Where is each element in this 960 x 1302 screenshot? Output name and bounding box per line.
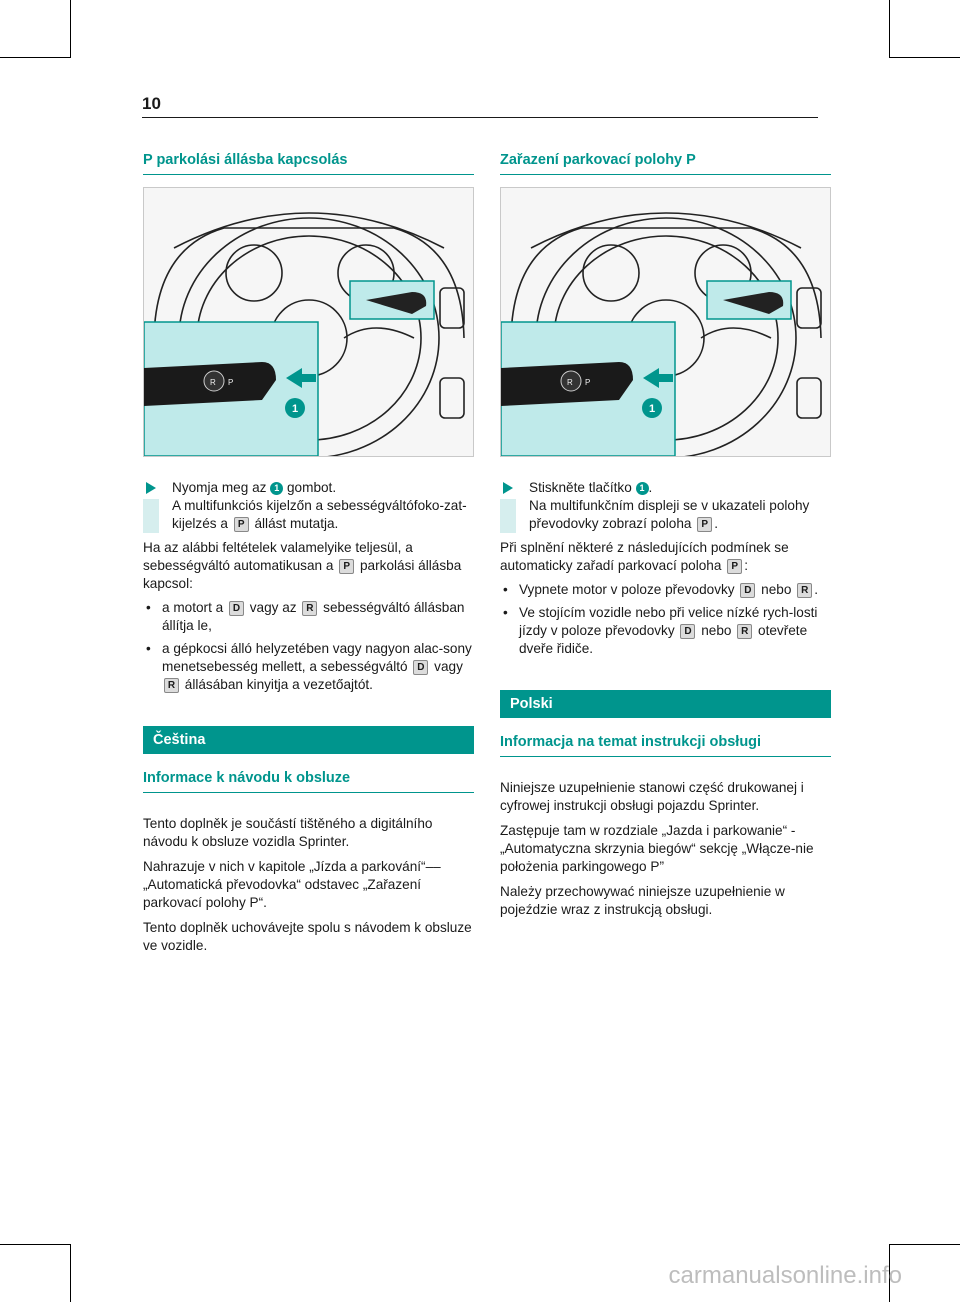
callout-number: 1 bbox=[291, 403, 299, 415]
crop-mark bbox=[70, 1244, 71, 1302]
callout-badge: 1 bbox=[636, 482, 649, 495]
paragraph: Tento doplněk je součástí tištěného a digitálního návodu k obsluze vozidla Sprinter. bbox=[143, 816, 433, 849]
gear-key-d: D bbox=[680, 624, 695, 639]
page-number: 10 bbox=[142, 94, 161, 113]
crop-mark bbox=[889, 0, 890, 58]
language-band: Polski bbox=[500, 690, 831, 718]
section-subheading: Informace k návodu k obsluze bbox=[143, 768, 474, 793]
list-item: • Ve stojícím vozidle nebo při velice nízké rych-losti jízdy v poloze převodovky D nebo R otevřete dveře řidiče. bbox=[500, 604, 831, 658]
gear-key-d: D bbox=[413, 660, 428, 675]
section-subheading: Informacja na temat instrukcji obsługi bbox=[500, 732, 831, 757]
crop-mark bbox=[0, 1244, 70, 1245]
gear-key-r: R bbox=[797, 583, 812, 598]
paragraph: Zastępuje tam w rozdziale „Jazda i parkowanie“ - „Automatyczna skrzynia biegów“ sekcję „Włącze-nie położenia parkingowego P” bbox=[500, 823, 814, 874]
watermark-link[interactable]: carmanualsonline.info bbox=[668, 1262, 902, 1289]
svg-text:P: P bbox=[228, 378, 234, 387]
paragraph: Při splnění některé z následujících podmínek se automaticky zařadí parkovací poloha P : bbox=[500, 540, 789, 573]
callout-badge: 1 bbox=[270, 482, 283, 495]
paragraph: Tento doplněk uchovávejte spolu s návodem k obsluze ve vozidle. bbox=[143, 920, 472, 953]
paragraph: Niniejsze uzupełnienie stanowi część drukowanej i cyfrowej instrukcji obsługi pojazdu Sprinter. bbox=[500, 780, 804, 813]
gear-key-r: R bbox=[737, 624, 752, 639]
gear-key-r: R bbox=[302, 601, 317, 616]
crop-mark bbox=[70, 0, 71, 58]
callout-number: 1 bbox=[648, 403, 656, 415]
gear-key-p: P bbox=[697, 517, 712, 532]
crop-mark bbox=[889, 57, 960, 58]
header-rule bbox=[142, 117, 818, 118]
gear-key-d: D bbox=[740, 583, 755, 598]
paragraph: Ha az alábbi feltételek valamelyike teljesül, a sebességváltó automatikusan a P parkolási állásba kapcsol: bbox=[143, 540, 462, 591]
step-arrow-icon bbox=[146, 482, 156, 494]
crop-mark bbox=[0, 57, 70, 58]
step-bar bbox=[500, 499, 516, 533]
list-item: • a motort a D vagy az R sebességváltó állásban állítja le, bbox=[143, 599, 474, 635]
step-bar bbox=[143, 499, 159, 533]
instruction-step: Stiskněte tlačítko 1 . Na multifunkčním displeji se v ukazateli polohy převodovky zobrazí poloha P . bbox=[500, 479, 831, 533]
condition-list bbox=[143, 599, 474, 694]
gear-key-p: P bbox=[234, 517, 249, 532]
gear-key-d: D bbox=[229, 601, 244, 616]
list-item: • Vypnete motor v poloze převodovky D nebo R . bbox=[500, 581, 831, 599]
gear-key-p: P bbox=[339, 559, 354, 574]
section-heading: P parkolási állásba kapcsolás bbox=[143, 150, 474, 175]
steering-wheel-illustration bbox=[143, 187, 474, 457]
steering-wheel-illustration bbox=[500, 187, 831, 457]
section-heading: Zařazení parkovací polohy P bbox=[500, 150, 831, 175]
list-item: • a gépkocsi álló helyzetében vagy nagyon alac-sony menetsebesség mellett, a sebességváltó D vagy R állásában kinyitja a vezetőajtót. bbox=[143, 640, 474, 694]
svg-text:R: R bbox=[210, 378, 216, 387]
paragraph: Należy przechowywać niniejsze uzupełnienie w pojeździe wraz z instrukcją obsługi. bbox=[500, 884, 785, 917]
gear-key-r: R bbox=[164, 678, 179, 693]
crop-mark bbox=[889, 1244, 960, 1245]
step-arrow-icon bbox=[503, 482, 513, 494]
paragraph: Nahrazuje v nich v kapitole „Jízda a parkování“–– „Automatická převodovka“ odstavec „Zařazení parkovací polohy P“. bbox=[143, 859, 441, 910]
condition-list bbox=[500, 581, 831, 658]
instruction-step: Nyomja meg az 1 gombot. A multifunkciós kijelzőn a sebességváltófoko-zat-kijelzés a P állást mutatja. bbox=[143, 479, 474, 533]
right-column bbox=[500, 150, 831, 919]
gear-key-p: P bbox=[727, 559, 742, 574]
svg-text:R: R bbox=[567, 378, 573, 387]
language-band: Čeština bbox=[143, 726, 474, 754]
left-column bbox=[143, 150, 474, 955]
svg-text:P: P bbox=[585, 378, 591, 387]
